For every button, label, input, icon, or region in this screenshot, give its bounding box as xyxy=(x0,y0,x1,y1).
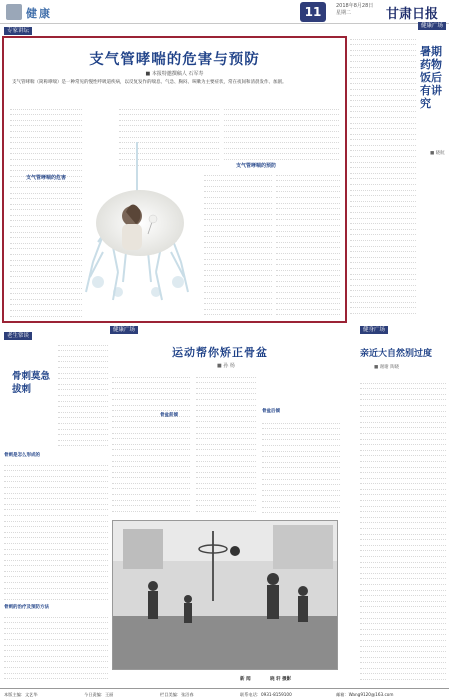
tag-health-square-top: 健康广场 xyxy=(418,22,446,30)
nature-article-title: 亲近大自然别过度 xyxy=(360,349,433,359)
section-name: 健康 xyxy=(26,7,52,20)
right-article-title: 暑期药物饭后有讲究 xyxy=(420,45,442,110)
pelvis-column-1 xyxy=(112,372,190,516)
feature-column-4 xyxy=(204,170,272,320)
footer-email: 邮箱：Wang9120@163.com xyxy=(336,692,394,697)
issue-date xyxy=(336,3,373,17)
bone-column-2 xyxy=(4,460,108,602)
bone-subhead-2: 骨刺的治疗及预防方法 xyxy=(4,605,49,610)
bone-subhead-1: 骨刺是怎么形成的 xyxy=(4,453,40,458)
bone-article-title: 骨刺莫急拔刺 xyxy=(12,371,51,395)
tag-health-square-mid: 健身广场 xyxy=(360,326,388,334)
date-text: 2018年8月28日 xyxy=(336,3,374,9)
page-header xyxy=(0,0,449,24)
right-column-text xyxy=(350,34,416,318)
footer-designer: 栏目美编：张沼春 xyxy=(160,692,194,697)
girl-photo-icon xyxy=(96,190,184,256)
photo-caption: 晓 轩 摄影 xyxy=(270,677,292,682)
footer-editor: 本版主编：文艺华 xyxy=(4,692,38,697)
pelvis-column-3 xyxy=(262,418,340,516)
footer-phone: 联系电话：0931-8159100 xyxy=(240,692,292,697)
pelvis-article-title: 运动帮你矫正骨盆 xyxy=(172,346,268,359)
feature-title: 支气管哮喘的危害与预防 xyxy=(89,52,260,68)
basketball-photo xyxy=(112,520,338,670)
pelvis-subhead-1: 骨盆前倾 xyxy=(160,413,178,418)
tag-elderly: 老生常谈 xyxy=(4,332,32,340)
feature-column-3 xyxy=(224,104,339,160)
feature-lede: 支气管哮喘（简称哮喘）是一种常见的慢性呼吸道疾病，以反复发作的喘息、气急、胸闷、咳嗽为主要症状，常在夜间和清晨发作、加剧。 xyxy=(12,80,287,85)
feature-column-5 xyxy=(276,170,340,320)
tag-expert: 专家讲坛 xyxy=(4,27,32,35)
tag-fitness: 健康广场 xyxy=(110,326,138,334)
bone-column-1 xyxy=(58,340,108,450)
bone-column-3 xyxy=(4,612,108,684)
feature-byline: ■ 本报特邀撰稿人 石军寿 xyxy=(145,71,204,77)
photo-caption-2: 新 闻 xyxy=(240,677,251,682)
weekday-text: 星期二 xyxy=(336,10,352,16)
nature-column xyxy=(360,378,446,684)
footer-duty-editor: 今日责编：王丽 xyxy=(84,692,114,697)
right-article-byline: ■ 晓航 xyxy=(430,151,445,156)
basketball-scene-icon xyxy=(113,521,338,670)
girl-with-dandelion-image xyxy=(96,190,184,256)
feature-subhead-1: 支气管哮喘的危害 xyxy=(26,175,67,181)
pelvis-subhead-2: 骨盆后倾 xyxy=(262,409,280,414)
page-number: 11 xyxy=(300,2,326,22)
nature-article-byline: ■ 谢谢 陶晓 xyxy=(374,365,400,370)
newspaper-logo-icon xyxy=(6,4,22,20)
paper-name: 甘肃日报 xyxy=(386,7,439,22)
pelvis-article-byline: ■ 孙 杨 xyxy=(217,363,235,369)
feature-subhead-2: 支气管哮喘的预防 xyxy=(236,163,277,169)
pelvis-column-2 xyxy=(196,372,256,516)
page-footer xyxy=(0,688,449,700)
feature-column-1 xyxy=(10,104,82,320)
